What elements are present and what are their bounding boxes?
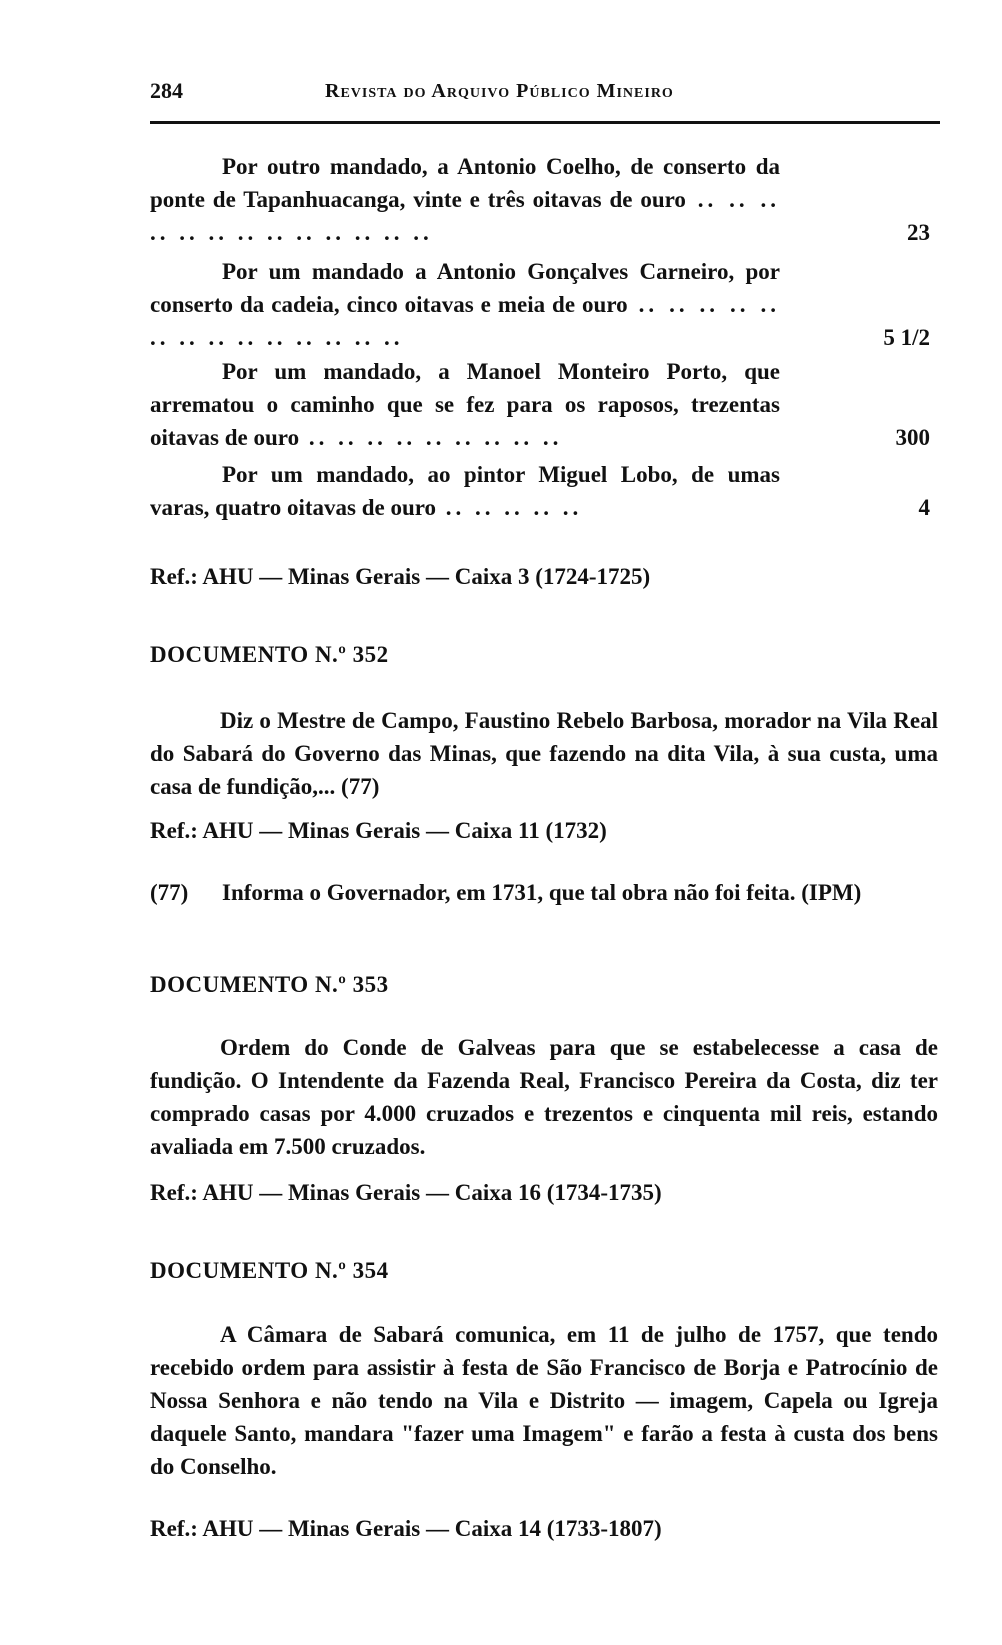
page-number: 284 — [150, 78, 183, 103]
entry-text: Por um mandado, a Manoel Monteiro Porto, que arrematou o caminho que se fez para os raposos, trezentas oitavas de ouro — [150, 359, 780, 450]
entry-amount: 5 1/2 — [883, 325, 930, 350]
entry-amount: 23 — [907, 220, 930, 245]
entry-text: Por um mandado, ao pintor Miguel Lobo, de umas varas, quatro oitavas de ouro — [150, 462, 780, 520]
payment-entry — [150, 355, 930, 454]
document-text: Diz o Mestre de Campo, Faustino Rebelo Barbosa, morador na Vila Real do Sabará do Governo das Minas, que fazendo na dita Vila, à sua custa, uma casa de fundição,... (77) — [150, 708, 938, 799]
entry-text: Por um mandado a Antonio Gonçalves Carneiro, por conserto da cadeia, cinco oitavas e meia de ouro — [150, 259, 780, 317]
entry-text: Por outro mandado, a Antonio Coelho, de conserto da ponte de Tapanhuacanga, vinte e três oitavas de ouro — [150, 154, 780, 212]
reference-line: Ref.: AHU — Minas Gerais — Caixa 16 (1734-1735) — [150, 1180, 662, 1205]
document-text: A Câmara de Sabará comunica, em 11 de julho de 1757, que tendo recebido ordem para assistir à festa de São Francisco de Borja e Patrocínio de Nossa Senhora e não tendo na Vila e Distrito — imagem, Capela ou Igreja daquele Santo, mandara "fazer uma Imagem" e farão a festa à custa dos bens do Conselho. — [150, 1322, 938, 1479]
document-heading: DOCUMENTO N.º 352 — [150, 642, 389, 667]
dot-leader: .. .. .. .. .. .. .. .. .. .. .. .. .. — [150, 187, 780, 245]
dot-leader: .. .. .. .. .. — [436, 495, 583, 520]
document-body — [150, 1031, 938, 1163]
dot-leader: .. .. .. .. .. .. .. .. .. — [299, 425, 563, 450]
payment-entry — [150, 458, 930, 524]
reference-line: Ref.: AHU — Minas Gerais — Caixa 14 (1733-1807) — [150, 1516, 662, 1541]
payment-entry — [150, 150, 930, 249]
payment-entry — [150, 255, 930, 354]
footnote-number: (77) — [150, 880, 189, 905]
document-heading: DOCUMENTO N.º 353 — [150, 972, 389, 997]
page-header — [150, 78, 935, 118]
entry-amount: 300 — [895, 425, 930, 450]
document-body — [150, 704, 938, 803]
document-text: Ordem do Conde de Galveas para que se estabelecesse a casa de fundição. O Intendente da Fazenda Real, Francisco Pereira da Costa, diz ter comprado casas por 4.000 cruzados e trezentos e cinquenta mil reis, estando avaliada em 7.500 cruzados. — [150, 1035, 938, 1159]
entry-amount: 4 — [918, 495, 930, 520]
running-title: Revista do Arquivo Público Mineiro — [325, 80, 674, 102]
footnote — [150, 876, 938, 909]
reference-line: Ref.: AHU — Minas Gerais — Caixa 11 (1732) — [150, 818, 607, 843]
document-body — [150, 1318, 938, 1483]
reference-line: Ref.: AHU — Minas Gerais — Caixa 3 (1724-1725) — [150, 564, 651, 589]
footnote-text: Informa o Governador, em 1731, que tal obra não foi feita. (IPM) — [222, 880, 862, 905]
header-rule — [150, 121, 940, 124]
document-heading: DOCUMENTO N.º 354 — [150, 1258, 389, 1283]
dot-leader: .. .. .. .. .. .. .. .. .. .. .. .. .. .. — [150, 292, 780, 350]
